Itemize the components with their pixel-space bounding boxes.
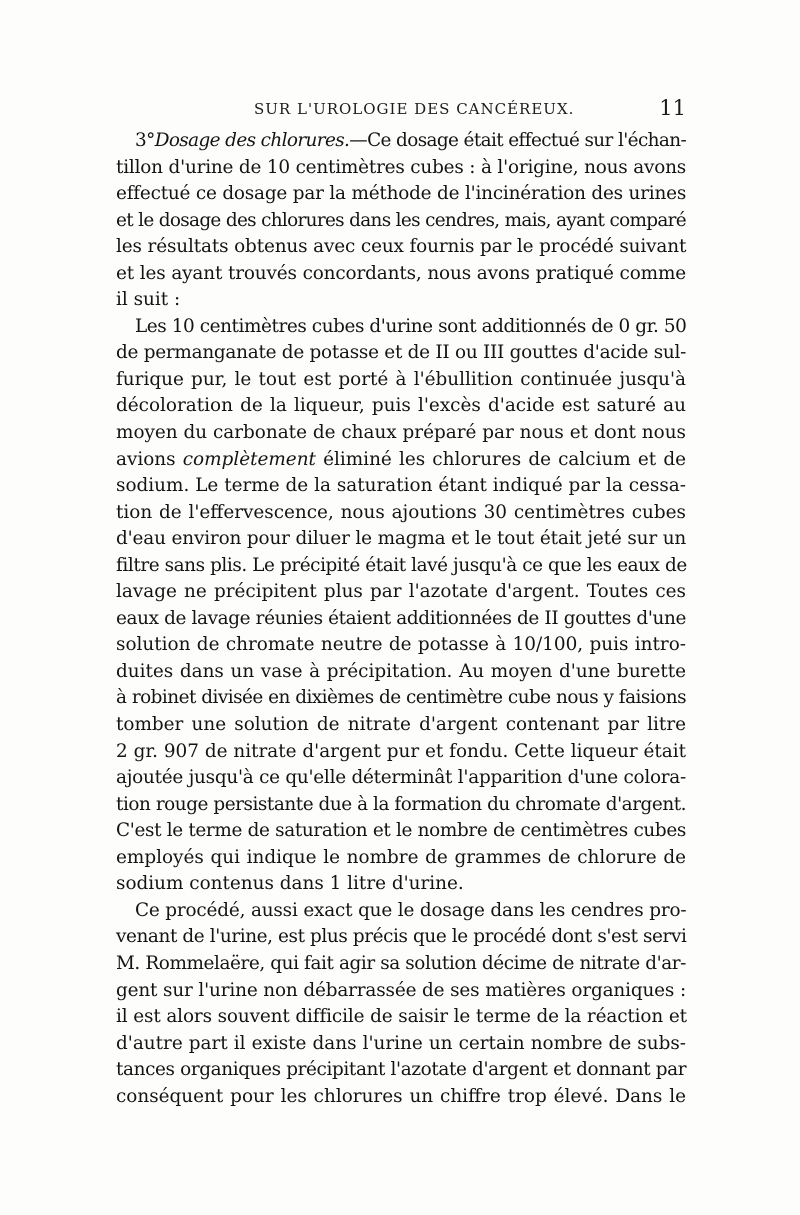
text-line: solution de chromate neutre de potasse à 10/100, puis intro-	[116, 634, 686, 656]
emphasized-word: complètement	[182, 448, 316, 470]
text-line: Ce procédé, aussi exact que le dosage dans les cendres pro-	[135, 899, 687, 921]
text-line	[116, 128, 686, 155]
text-line: C'est le terme de saturation et le nombre de centimètres cubes	[116, 820, 686, 842]
text-line: tances organiques précipitant l'azotate d'argent et donnant par	[116, 1059, 687, 1081]
text-line	[116, 447, 686, 474]
text-line: tion rouge persistante due à la formation du chromate d'argent.	[116, 793, 687, 815]
text-line: venant de l'urine, est plus précis que le procédé dont s'est servi	[116, 926, 687, 948]
line-text: éliminé les chlorures de calcium et de	[315, 448, 686, 470]
text-line: sodium. Le terme de la saturation étant indiqué par la cessa-	[116, 475, 686, 497]
section-title: Dosage des chlorures.	[154, 130, 350, 151]
line-text: avions	[116, 448, 183, 470]
text-line: et le dosage des chlorures dans les cendres, mais, ayant comparé	[116, 209, 686, 231]
text-line: à robinet divisée en dixièmes de centimètre cube nous y faisions	[116, 687, 686, 709]
text-line: eaux de lavage réunies étaient additionnées de II gouttes d'une	[116, 607, 687, 629]
text-line: employés qui indique le nombre de grammes de chlorure de	[116, 846, 686, 868]
text-line: gent sur l'urine non débarrassée de ses matières organiques :	[116, 979, 686, 1001]
text-line: décoloration de la liqueur, puis l'excès d'acide est saturé au	[116, 395, 686, 417]
text-line: les résultats obtenus avec ceux fournis par le procédé suivant	[116, 236, 687, 258]
text-line: tomber une solution de nitrate d'argent contenant par litre	[116, 714, 686, 736]
text-line: lavage ne précipitent plus par l'azotate d'argent. Toutes ces	[116, 581, 686, 603]
text-line: de permanganate de potasse et de II ou III gouttes d'acide sul-	[116, 342, 687, 364]
running-title: SUR L'UROLOGIE DES CANCÉREUX.	[254, 100, 575, 118]
text-line: moyen du carbonate de chaux préparé par nous et dont nous	[116, 422, 686, 444]
text-line: il suit :	[116, 289, 181, 311]
section-number: 3°	[135, 130, 155, 151]
text-line: M. Rommelaëre, qui fait agir sa solution décime de nitrate d'ar-	[116, 952, 686, 974]
text-line: tillon d'urine de 10 centimètres cubes : à l'origine, nous avons	[116, 156, 686, 178]
text-line: et les ayant trouvés concordants, nous avons pratiqué comme	[116, 262, 686, 284]
page-number: 11	[659, 96, 686, 120]
text-line: 2 gr. 907 de nitrate d'argent pur et fondu. Cette liqueur était	[116, 740, 686, 762]
text-line: d'autre part il existe dans l'urine un certain nombre de subs-	[116, 1032, 686, 1054]
text-line: effectué ce dosage par la méthode de l'incinération des urines	[116, 183, 687, 205]
body-text	[116, 128, 686, 1110]
text-line: filtre sans plis. Le précipité était lavé jusqu'à ce que les eaux de	[116, 554, 687, 576]
text-line: conséquent pour les chlorures un chiffre trop élevé. Dans le	[116, 1085, 686, 1107]
text-line: duites dans un vase à précipitation. Au moyen d'une burette	[116, 660, 686, 682]
text-line: Les 10 centimètres cubes d'urine sont additionnés de 0 gr. 50	[135, 315, 687, 337]
text-line: il est alors souvent difficile de saisir le terme de la réaction et	[116, 1006, 687, 1028]
text-line: furique pur, le tout est porté à l'ébullition continuée jusqu'à	[116, 368, 686, 390]
line-text: —Ce dosage était effectué sur l'échan-	[349, 130, 687, 151]
text-line: sodium contenus dans 1 litre d'urine.	[116, 873, 464, 895]
text-line: tion de l'effervescence, nous ajoutions 30 centimètres cubes	[116, 501, 686, 523]
text-line: d'eau environ pour diluer le magma et le tout était jeté sur un	[116, 528, 687, 550]
running-head	[116, 96, 686, 124]
text-line: ajoutée jusqu'à ce qu'elle déterminât l'apparition d'une colora-	[116, 767, 686, 789]
